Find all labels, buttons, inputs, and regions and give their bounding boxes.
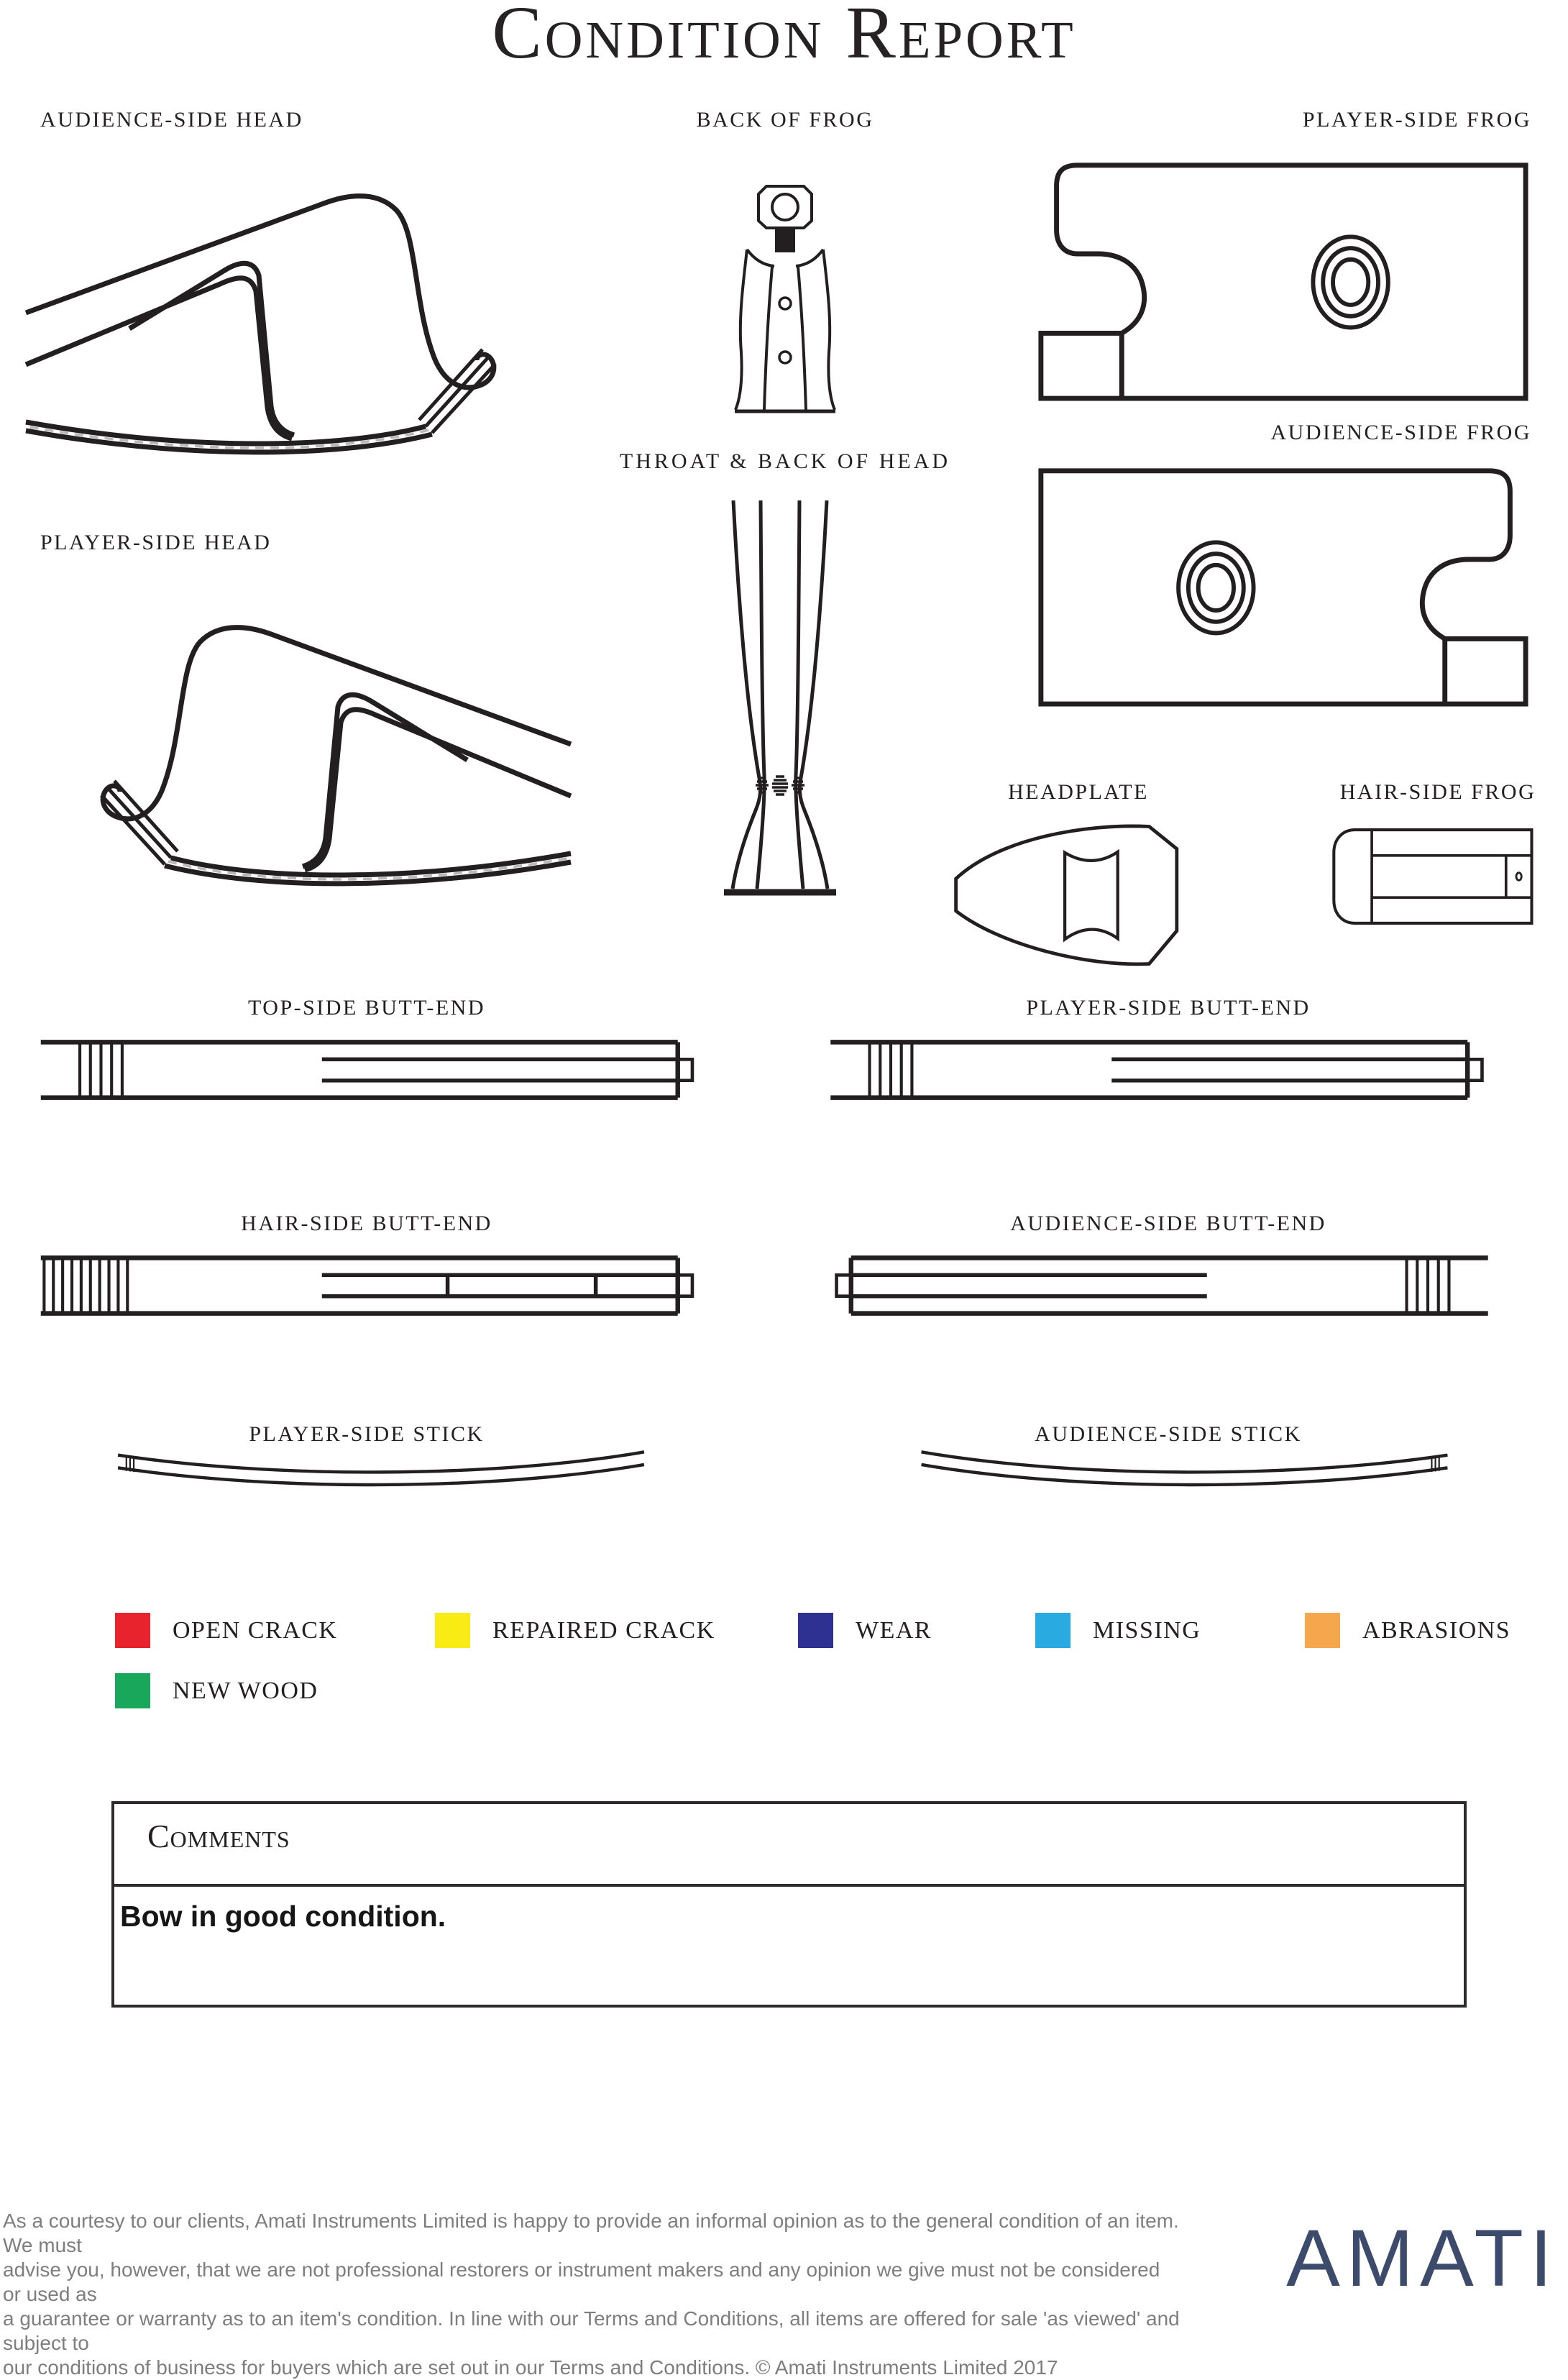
- player-side-frog-diagram: [1035, 155, 1531, 403]
- legend-label-missing: MISSING: [1093, 1616, 1201, 1644]
- label-player-side-head: PLAYER-SIDE HEAD: [40, 531, 272, 554]
- back-of-frog-diagram: [731, 183, 839, 413]
- player-side-stick-diagram: [18, 1447, 744, 1494]
- player-side-head-diagram: [22, 572, 575, 874]
- comments-heading: Comments: [147, 1818, 290, 1854]
- label-audience-side-stick: AUDIENCE-SIDE STICK: [1035, 1422, 1302, 1446]
- comments-divider: [114, 1884, 1464, 1887]
- legend-item-repaired-crack: [435, 1613, 715, 1648]
- legend-label-abrasions: ABRASIONS: [1362, 1616, 1511, 1644]
- legend-item-missing: [1035, 1613, 1201, 1648]
- legend-swatch-new-wood: [115, 1673, 150, 1708]
- legend-swatch-repaired-crack: [435, 1613, 470, 1648]
- footer-line-3: a guarantee or warranty as to an item's condition. In line with our Terms and Conditions, all items are offered for sale 'as viewed' and subject to: [3, 2307, 1180, 2354]
- label-top-side-butt-end: TOP-SIDE BUTT-END: [247, 996, 486, 1020]
- top-side-butt-end-diagram: [24, 1037, 715, 1103]
- legend-label-wear: WEAR: [856, 1616, 932, 1644]
- comments-body: Bow in good condition.: [120, 1900, 446, 1933]
- audience-side-stick-diagram: [820, 1447, 1549, 1494]
- label-hair-side-frog: HAIR-SIDE FROG: [1339, 780, 1536, 804]
- label-throat-back-of-head: THROAT & BACK OF HEAD: [619, 449, 951, 473]
- footer-line-4: our conditions of business for buyers which are set out in our Terms and Conditions. © Amati Instruments Limited 2017: [3, 2356, 1058, 2379]
- throat-back-of-head-diagram: [719, 496, 841, 899]
- audience-side-head-diagram: [22, 140, 575, 442]
- legend-label-repaired-crack: REPAIRED CRACK: [492, 1616, 715, 1644]
- label-player-side-frog: PLAYER-SIDE FROG: [1302, 108, 1531, 132]
- legend-swatch-wear: [798, 1613, 833, 1648]
- legend-label-open-crack: OPEN CRACK: [173, 1616, 338, 1644]
- label-audience-side-frog: AUDIENCE-SIDE FROG: [1270, 421, 1531, 444]
- audience-side-frog-diagram: [1035, 460, 1531, 708]
- legend-swatch-missing: [1035, 1613, 1070, 1648]
- player-side-butt-end-diagram: [820, 1037, 1499, 1103]
- headplate-diagram: [949, 809, 1190, 981]
- footer-line-1: As a courtesy to our clients, Amati Instruments Limited is happy to provide an informal opinion as to the general condition of an item. We must: [3, 2210, 1179, 2256]
- hair-side-frog-diagram: [1330, 827, 1535, 926]
- label-player-side-butt-end: PLAYER-SIDE BUTT-END: [1026, 996, 1311, 1020]
- legend-swatch-abrasions: [1305, 1613, 1340, 1648]
- hair-side-butt-end-diagram: [24, 1253, 715, 1319]
- legend-item-abrasions: [1305, 1613, 1510, 1648]
- page-title: Condition Report: [492, 0, 1076, 74]
- legend-item-open-crack: [115, 1613, 337, 1648]
- label-audience-side-butt-end: AUDIENCE-SIDE BUTT-END: [1010, 1212, 1326, 1235]
- comments-box: [111, 1801, 1467, 2008]
- amati-logo: AMATI: [1286, 2213, 1559, 2303]
- legend-label-new-wood: NEW WOOD: [173, 1677, 318, 1704]
- label-back-of-frog: BACK OF FROG: [696, 108, 874, 132]
- label-player-side-stick: PLAYER-SIDE STICK: [249, 1422, 485, 1446]
- legend-swatch-open-crack: [115, 1613, 150, 1648]
- legend-item-new-wood: [115, 1673, 318, 1708]
- footer-disclaimer: [3, 2209, 1182, 2380]
- audience-side-butt-end-diagram: [820, 1253, 1499, 1319]
- label-headplate: HEADPLATE: [1008, 780, 1149, 804]
- legend-item-wear: [798, 1613, 932, 1648]
- label-hair-side-butt-end: HAIR-SIDE BUTT-END: [241, 1212, 492, 1235]
- footer-line-2: advise you, however, that we are not professional restorers or instrument makers and any opinion we give must not be considered or used as: [3, 2258, 1160, 2305]
- label-audience-side-head: AUDIENCE-SIDE HEAD: [40, 108, 303, 132]
